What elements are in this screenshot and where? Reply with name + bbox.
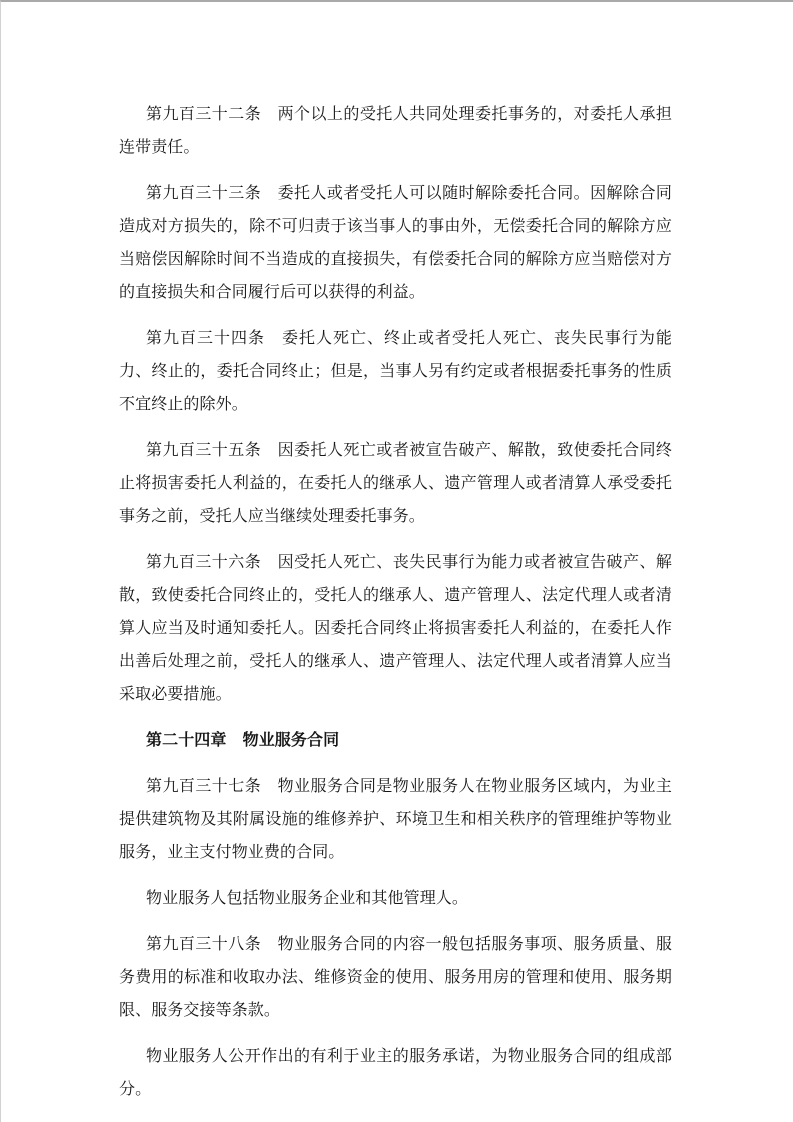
paragraph: 第九百三十六条 因受托人死亡、丧失民事行为能力或者被宣告破产、解散，致使委托合同终止的，受托人的继承人、遗产管理人、法定代理人或者清算人应当及时通知委托人。因委托合同终止将损害委托人利益的，在委托人作出善后处理之前，受托人的继承人、遗产管理人、法定代理人或者清算人应当采取必要措施。	[119, 554, 672, 703]
paragraph: 第九百三十八条 物业服务合同的内容一般包括服务事项、服务质量、服务费用的标准和收取办法、维修资金的使用、服务用房的管理和使用、服务期限、服务交接等条款。	[119, 936, 672, 1019]
paragraph: 第九百三十七条 物业服务合同是物业服务人在物业服务区域内，为业主提供建筑物及其附属设施的维修养护、环境卫生和相关秩序的管理维护等物业服务，业主支付物业费的合同。	[119, 778, 672, 861]
paragraph: 第九百三十五条 因委托人死亡或者被宣告破产、解散，致使委托合同终止将损害委托人利益的，在委托人的继承人、遗产管理人或者清算人承受委托事务之前，受托人应当继续处理委托事务。	[119, 442, 672, 525]
paragraph: 第九百三十二条 两个以上的受托人共同处理委托事务的，对委托人承担连带责任。	[119, 106, 672, 156]
chapter-heading: 第二十四章 物业服务合同	[146, 732, 340, 749]
paragraph: 第九百三十三条 委托人或者受托人可以随时解除委托合同。因解除合同造成对方损失的，除不可归责于该当事人的事由外，无偿委托合同的解除方应当赔偿因解除时间不当造成的直接损失，有偿委托合同的解除方应当赔偿对方的直接损失和合同履行后可以获得的利益。	[119, 185, 672, 301]
paragraph: 第九百三十四条 委托人死亡、终止或者受托人死亡、丧失民事行为能力、终止的，委托合同终止；但是，当事人另有约定或者根据委托事务的性质不宜终止的除外。	[119, 330, 672, 413]
paragraph: 物业服务人公开作出的有利于业主的服务承诺，为物业服务合同的组成部分。	[119, 1048, 672, 1098]
document-content	[119, 98, 672, 1119]
paragraph: 物业服务人包括物业服务企业和其他管理人。	[146, 890, 469, 907]
